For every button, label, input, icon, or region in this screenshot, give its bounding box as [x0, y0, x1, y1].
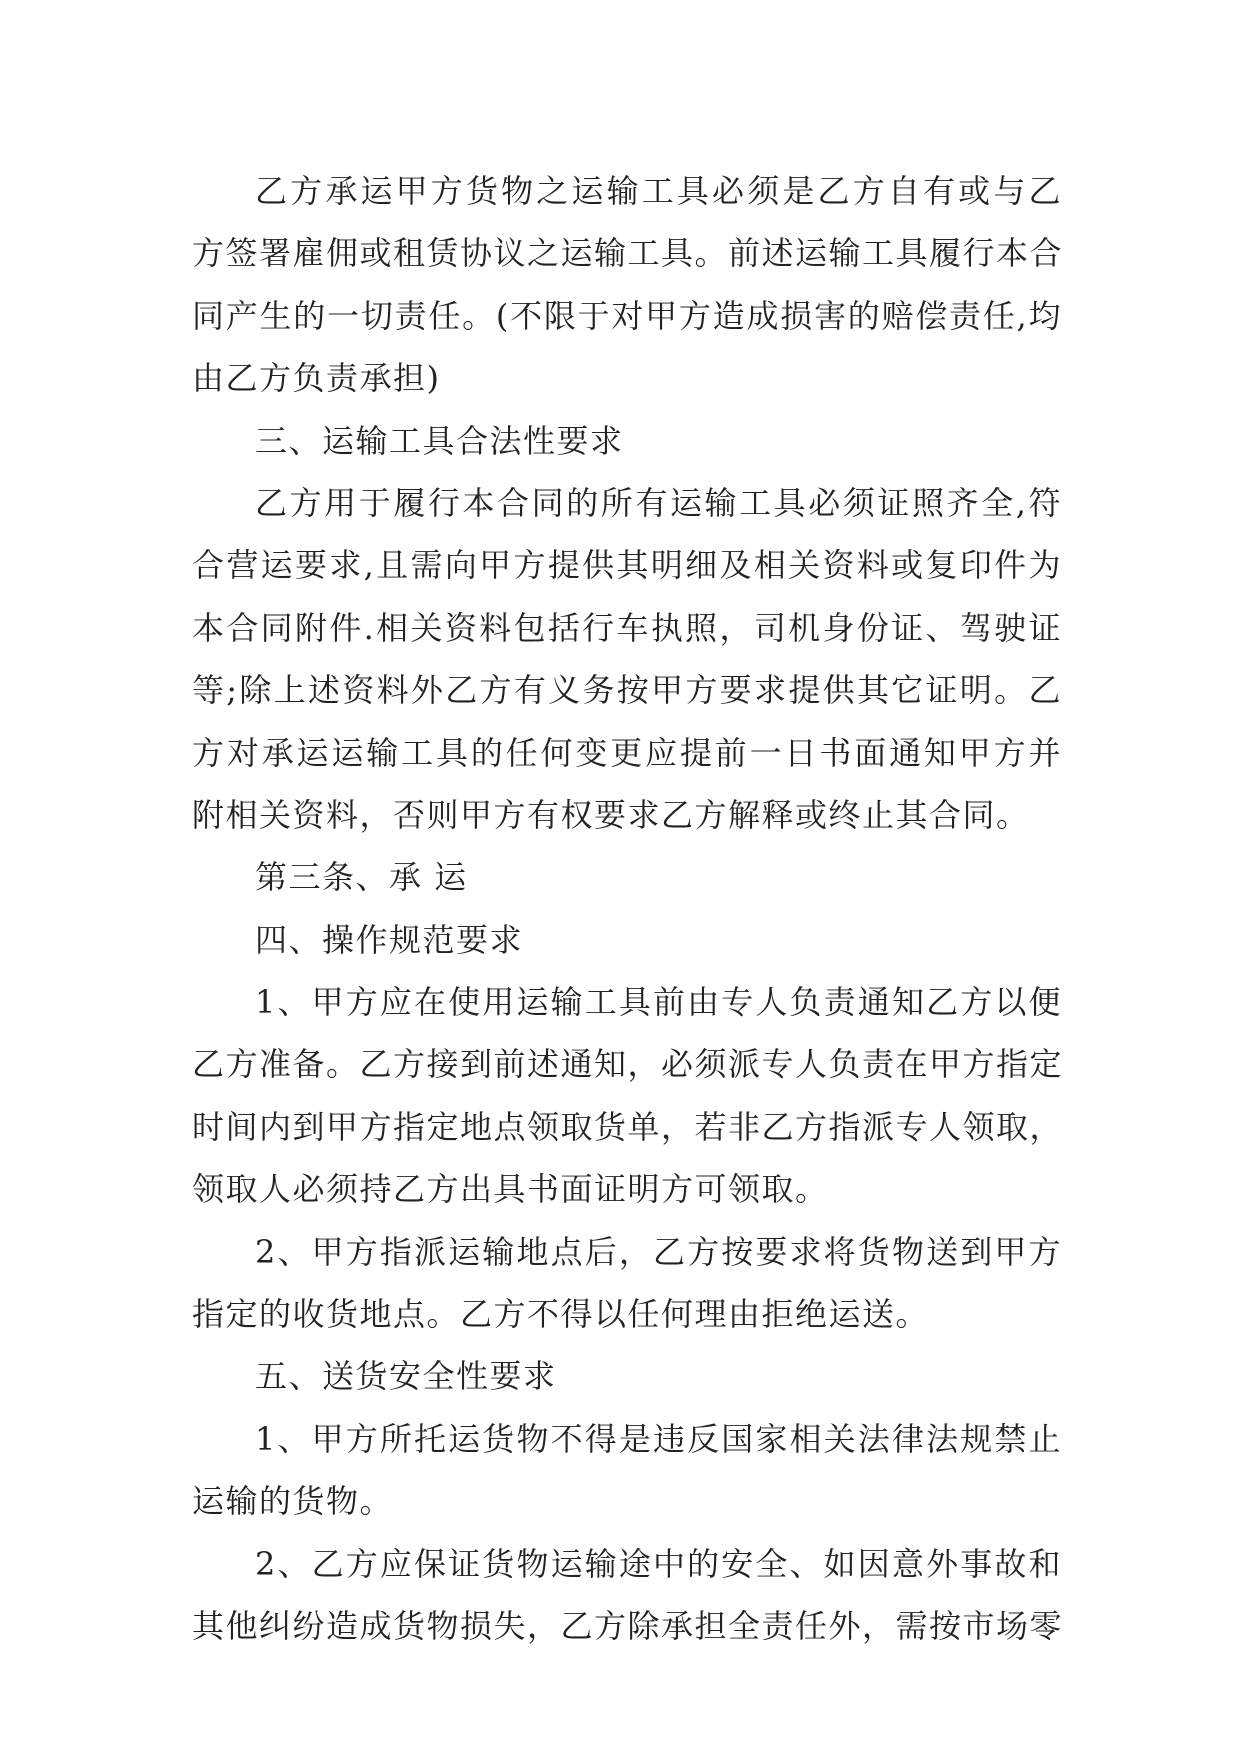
- document-line: 乙方准备。乙方接到前述通知，必须派专人负责在甲方指定: [192, 1045, 1064, 1084]
- document-line: 四、操作规范要求: [255, 920, 524, 959]
- document-line: 同产生的一切责任。(不限于对甲方造成损害的赔偿责任,均: [192, 296, 1062, 335]
- document-line: 领取人必须持乙方出具书面证明方可领取。: [192, 1170, 829, 1209]
- document-line: 由乙方负责承担): [192, 359, 441, 398]
- document-line: 本合同附件.相关资料包括行车执照，司机身份证、驾驶证: [192, 608, 1062, 647]
- document-line: 合营运要求,且需向甲方提供其明细及相关资料或复印件为: [192, 546, 1062, 585]
- document-line: 2、甲方指派运输地点后，乙方按要求将货物送到甲方: [255, 1232, 1062, 1271]
- document-line: 1、甲方应在使用运输工具前由专人负责通知乙方以便: [255, 983, 1062, 1022]
- document-line: 方签署雇佣或租赁协议之运输工具。前述运输工具履行本合: [192, 234, 1064, 273]
- document-line: 乙方用于履行本合同的所有运输工具必须证照齐全,符: [255, 483, 1062, 522]
- document-line: 运输的货物。: [192, 1482, 394, 1521]
- document-body: [192, 160, 1062, 1657]
- document-line: 附相关资料，否则甲方有权要求乙方解释或终止其合同。: [192, 795, 1030, 834]
- document-line: 三、运输工具合法性要求: [255, 421, 624, 460]
- document-line: 指定的收货地点。乙方不得以任何理由拒绝运送。: [192, 1295, 930, 1334]
- document-line: 乙方承运甲方货物之运输工具必须是乙方自有或与乙: [255, 172, 1062, 210]
- document-line: 第三条、承 运: [255, 858, 468, 897]
- document-line: 等;除上述资料外乙方有义务按甲方要求提供其它证明。乙: [192, 671, 1062, 710]
- document-line: 方对承运运输工具的任何变更应提前一日书面通知甲方并: [192, 733, 1062, 772]
- document-line: 1、甲方所托运货物不得是违反国家相关法律法规禁止: [255, 1419, 1062, 1458]
- document-line: 时间内到甲方指定地点领取货单，若非乙方指派专人领取，: [192, 1107, 1064, 1146]
- document-line: 其他纠纷造成货物损失，乙方除承担全责任外，需按市场零: [192, 1606, 1064, 1645]
- document-line: 五、送货安全性要求: [255, 1357, 557, 1396]
- document-line: 2、乙方应保证货物运输途中的安全、如因意外事故和: [255, 1544, 1062, 1583]
